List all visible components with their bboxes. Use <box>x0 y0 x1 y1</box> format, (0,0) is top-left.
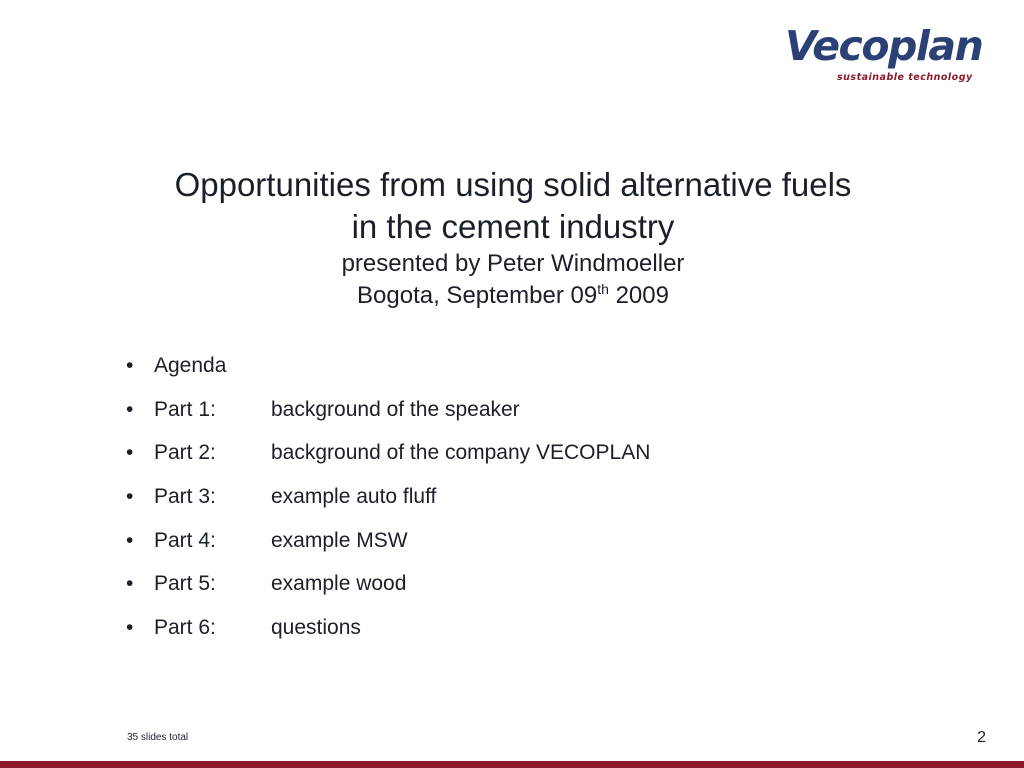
agenda-part-description: background of the speaker <box>271 397 520 421</box>
agenda-part-description: questions <box>271 616 361 640</box>
bullet-marker: • <box>126 528 134 552</box>
agenda-part-label: Part 5: <box>154 572 216 596</box>
bullet-marker: • <box>126 441 134 465</box>
agenda-part-description: background of the company VECOPLAN <box>271 441 651 465</box>
event-year: 2009 <box>615 282 669 309</box>
agenda-part-label: Part 4: <box>154 528 216 552</box>
bullet-marker: • <box>126 616 134 640</box>
agenda-part-description: example auto fluff <box>271 485 437 509</box>
agenda-part-label: Part 2: <box>154 441 216 465</box>
location-date-prefix: Bogota, September 09 <box>357 282 598 309</box>
page-number: 2 <box>977 729 986 746</box>
bullet-marker: • <box>126 354 134 377</box>
slide-count-note: 35 slides total <box>127 732 189 743</box>
logo-tagline: sustainable technology <box>837 72 973 83</box>
location-date-line <box>100 280 926 312</box>
bullet-marker: • <box>126 397 134 421</box>
logo-wordmark: Vecoplan <box>785 22 983 70</box>
bullet-marker: • <box>126 485 134 509</box>
agenda-part-label: Part 1: <box>154 397 216 421</box>
slide-title-line-1: Opportunities from using solid alternative fuels <box>174 166 852 203</box>
bullet-marker: • <box>126 572 134 596</box>
footer-accent-bar <box>0 761 1024 768</box>
presenter-line: presented by Peter Windmoeller <box>341 250 685 277</box>
slide-title-line-2: in the cement industry <box>351 208 675 245</box>
slide-title-block <box>100 164 926 312</box>
date-ordinal-suffix: th <box>597 281 609 297</box>
agenda-part-description: example MSW <box>271 528 408 552</box>
vecoplan-logo <box>785 24 1005 86</box>
agenda-part-description: example wood <box>271 572 407 596</box>
agenda-part-label: Part 6: <box>154 616 216 640</box>
agenda-part-label: Agenda <box>154 354 227 377</box>
agenda-part-label: Part 3: <box>154 485 216 509</box>
